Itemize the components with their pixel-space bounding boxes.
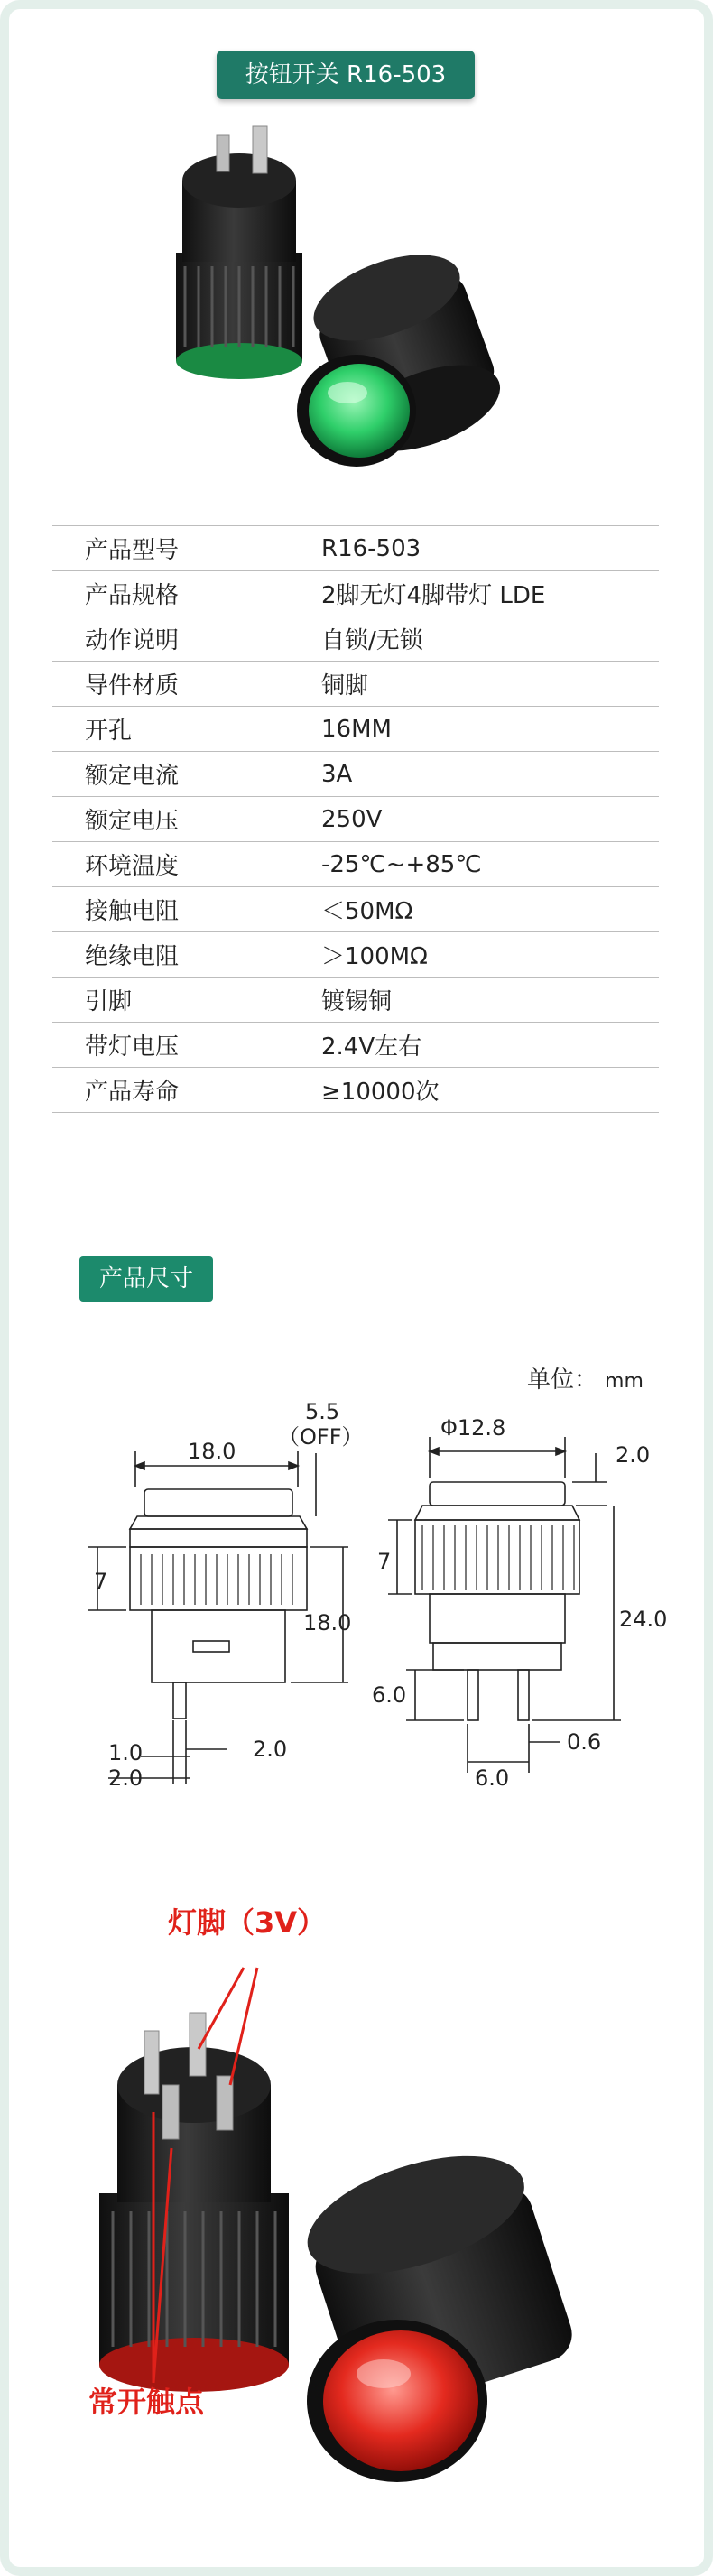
spec-row bbox=[52, 797, 659, 842]
spec-key: 产品规格 bbox=[52, 571, 321, 616]
spec-key: 产品寿命 bbox=[52, 1068, 321, 1113]
spec-key: 产品型号 bbox=[52, 526, 321, 571]
spec-value: 3A bbox=[321, 752, 659, 797]
product-title-tag: 按钮开关 R16-503 bbox=[217, 51, 475, 99]
spec-value: ＞100MΩ bbox=[321, 932, 659, 978]
unit-label bbox=[527, 1361, 644, 1395]
product-photo-green bbox=[126, 117, 596, 514]
spec-value: 镀锡铜 bbox=[321, 978, 659, 1023]
spec-key: 开孔 bbox=[52, 707, 321, 752]
dimensions-section-tag: 产品尺寸 bbox=[79, 1256, 213, 1302]
dim-pin-1-0: 1.0 bbox=[108, 1740, 144, 1765]
spec-row bbox=[52, 1068, 659, 1113]
product-photo-red bbox=[63, 1895, 659, 2527]
dim-total-24: 24.0 bbox=[619, 1607, 668, 1632]
spec-value: 2.4V左右 bbox=[321, 1023, 659, 1068]
callout-normally-open-contacts: 常开触点 bbox=[88, 2385, 205, 2419]
spec-value: ＜50MΩ bbox=[321, 887, 659, 932]
spec-key: 额定电流 bbox=[52, 752, 321, 797]
spec-value: 2脚无灯4脚带灯 LDE bbox=[321, 571, 659, 616]
dim-pin-2-0-a: 2.0 bbox=[108, 1765, 144, 1791]
spec-value: R16-503 bbox=[321, 526, 659, 571]
spec-row bbox=[52, 707, 659, 752]
spec-row bbox=[52, 616, 659, 662]
spec-key: 导件材质 bbox=[52, 662, 321, 707]
spec-key: 绝缘电阻 bbox=[52, 932, 321, 978]
front-view bbox=[388, 1437, 621, 1773]
spec-row bbox=[52, 526, 659, 571]
spec-row bbox=[52, 842, 659, 887]
dim-off-5-5: 5.5 bbox=[305, 1399, 340, 1424]
spec-key: 接触电阻 bbox=[52, 887, 321, 932]
dim-top-2-0: 2.0 bbox=[616, 1442, 651, 1468]
spec-value: ≥10000次 bbox=[321, 1068, 659, 1113]
spec-value: 自锁/无锁 bbox=[321, 616, 659, 662]
dim-seven-left: 7 bbox=[94, 1569, 108, 1594]
unit-label-text: 单位： bbox=[527, 1367, 598, 1394]
spec-key: 额定电压 bbox=[52, 797, 321, 842]
dim-pin-6-0-v: 6.0 bbox=[372, 1682, 407, 1708]
spec-row bbox=[52, 571, 659, 616]
spec-key: 带灯电压 bbox=[52, 1023, 321, 1068]
spec-row bbox=[52, 932, 659, 978]
dim-width-18: 18.0 bbox=[188, 1439, 236, 1464]
spec-key: 引脚 bbox=[52, 978, 321, 1023]
spec-value: 16MM bbox=[321, 707, 659, 752]
dim-seven-right: 7 bbox=[377, 1549, 392, 1574]
spec-value: -25℃~+85℃ bbox=[321, 842, 659, 887]
spec-row bbox=[52, 978, 659, 1023]
dim-pin-0-6: 0.6 bbox=[567, 1729, 602, 1755]
dimension-drawing bbox=[54, 1399, 677, 1832]
dim-height-18: 18.0 bbox=[303, 1610, 352, 1635]
spec-row bbox=[52, 662, 659, 707]
spec-row bbox=[52, 752, 659, 797]
dim-phi-12-8: Φ12.8 bbox=[440, 1415, 506, 1441]
spec-table bbox=[52, 525, 659, 1113]
spec-value: 250V bbox=[321, 797, 659, 842]
spec-row bbox=[52, 1023, 659, 1068]
dim-pin-2-0-b: 2.0 bbox=[253, 1737, 288, 1762]
dim-off-text: （OFF） bbox=[278, 1424, 364, 1450]
dim-pin-6-0-h: 6.0 bbox=[475, 1765, 510, 1791]
spec-key: 环境温度 bbox=[52, 842, 321, 887]
spec-value: 铜脚 bbox=[321, 662, 659, 707]
spec-key: 动作说明 bbox=[52, 616, 321, 662]
spec-row bbox=[52, 887, 659, 932]
unit-value: mm bbox=[605, 1370, 644, 1393]
callout-lamp-pins: 灯脚（3V） bbox=[168, 1905, 327, 1940]
